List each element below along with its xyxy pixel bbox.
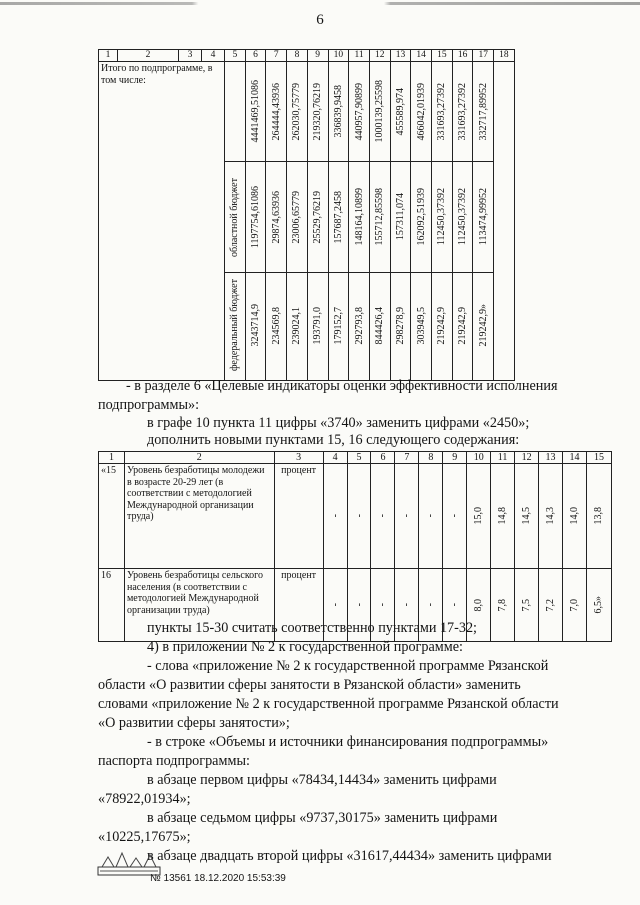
value-cell [432, 162, 452, 272]
value-cell [491, 569, 515, 642]
value-text: 264444,43936 [270, 82, 282, 141]
value-cell [349, 273, 369, 378]
dash-cell [323, 464, 347, 569]
header-cell: 14 [411, 50, 432, 62]
header-cell: 6 [245, 50, 266, 62]
header-cell: 14 [562, 452, 586, 464]
value-cell [246, 162, 266, 272]
value-cell [370, 62, 390, 162]
footer-stamp: № 13561 18.12.2020 15:53:39 [150, 873, 286, 884]
header-cell: 7 [395, 452, 419, 464]
value-column [411, 62, 432, 381]
value-cell [453, 62, 473, 162]
value-text: 332717,89952 [477, 82, 489, 141]
value-cell [586, 464, 611, 569]
value-text: 8,0 [473, 598, 485, 612]
value-cell [329, 273, 349, 378]
dash-text: - [377, 603, 389, 607]
value-cell [562, 569, 586, 642]
dash-cell [443, 464, 467, 569]
source-label: областной бюджет [229, 177, 241, 257]
header-cell [99, 50, 225, 62]
value-text: 7,0 [568, 598, 580, 612]
dash-cell [395, 464, 419, 569]
value-cell [432, 273, 452, 378]
value-text: 7,5 [521, 598, 533, 612]
table-row [99, 62, 602, 381]
header-cell: 10 [467, 452, 491, 464]
row-number: 16 [99, 569, 125, 642]
source-cell [225, 273, 245, 378]
value-text: 13,8 [593, 507, 605, 525]
page-number: 6 [316, 12, 324, 28]
row-label: Итого по подпрограмме, в том числе: [99, 62, 225, 381]
paragraph: дополнить новыми пунктами 15, 16 следующего содержания: [147, 432, 520, 448]
value-column [245, 62, 266, 381]
value-cell [562, 464, 586, 569]
header-cell: 5 [225, 50, 246, 62]
value-text: 25529,76219 [312, 190, 324, 244]
paragraph: в графе 10 пункта 11 цифры «3740» заменить цифрами «2450»; [147, 415, 530, 431]
paragraph: области «О развитии сферы занятости в Рязанской области» заменить [98, 677, 521, 693]
header-cell: 8 [419, 452, 443, 464]
value-text: 844426,4 [374, 306, 386, 345]
paragraph: - в строке «Объемы и источники финансирования подпрограммы» [147, 734, 549, 750]
dash-cell [419, 464, 443, 569]
value-cell [491, 464, 515, 569]
paragraph: словами «приложение № 2 к государственной программе Рязанской области [98, 696, 559, 712]
dash-text: - [449, 603, 461, 607]
header-cell: 8 [287, 50, 308, 62]
header-cell: 12 [515, 452, 539, 464]
row-number: «15 [99, 464, 125, 569]
value-text: 331693,27392 [436, 82, 448, 141]
dash-text: - [401, 514, 413, 518]
value-text: 219320,76219 [312, 82, 324, 141]
value-text: 112450,37392 [436, 188, 448, 246]
value-cell [515, 464, 539, 569]
header-cell: 15 [432, 50, 453, 62]
dash-text: - [425, 514, 437, 518]
header-cell: 17 [473, 50, 494, 62]
dash-text: - [377, 514, 389, 518]
value-text: 1000139,25598 [374, 80, 386, 143]
value-cell [453, 273, 473, 378]
value-cell [411, 62, 431, 162]
dash-text: - [329, 603, 341, 607]
value-text: 7,8 [497, 598, 509, 612]
value-cell [473, 62, 493, 162]
value-column [328, 62, 349, 381]
paragraph: «О развитии сферы занятости»; [98, 715, 290, 731]
value-cell [473, 273, 493, 378]
value-text: 157311,074 [394, 193, 406, 241]
header-cell-label: 1 [99, 50, 118, 61]
paragraph: - слова «приложение № 2 к государственной программе Рязанской [147, 658, 549, 674]
paragraph: в абзаце двадцать второй цифры «31617,44434» заменить цифрами [147, 848, 552, 864]
header-cell: 9 [307, 50, 328, 62]
header-cell: 15 [586, 452, 611, 464]
value-text: 440957,90899 [353, 82, 365, 141]
dash-text: - [353, 603, 365, 607]
value-cell [308, 162, 328, 272]
value-cell [246, 62, 266, 162]
dash-text: - [401, 603, 413, 607]
source-label: федеральный бюджет [229, 279, 241, 372]
dash-text: - [449, 514, 461, 518]
value-text: 14,0 [568, 507, 580, 525]
value-cell [391, 62, 411, 162]
value-cell [329, 62, 349, 162]
header-cell-label: 4 [210, 50, 216, 60]
header-cell: 13 [390, 50, 411, 62]
table-row [99, 464, 612, 569]
header-cell: 10 [328, 50, 349, 62]
value-cell [308, 62, 328, 162]
header-cell: 9 [443, 452, 467, 464]
value-column [287, 62, 308, 381]
header-cell: 7 [266, 50, 287, 62]
value-text: 262030,75779 [291, 82, 303, 141]
value-cell [246, 273, 266, 378]
indicator-name: Уровень безработицы молодежи в возрасте 20-29 лет (в соответствии с методологией Международной организации труда) [124, 464, 274, 569]
value-text: 29874,63936 [270, 190, 282, 244]
financing-table [98, 49, 602, 381]
value-cell [329, 162, 349, 272]
header-cell: 11 [349, 50, 370, 62]
value-column [266, 62, 287, 381]
value-text: 331693,27392 [457, 82, 469, 141]
header-cell: 2 [124, 452, 274, 464]
value-text: 466042,01939 [415, 82, 427, 141]
paragraph: паспорта подпрограммы: [98, 753, 250, 769]
header-cell: 1 [99, 452, 125, 464]
value-column [452, 62, 473, 381]
value-text: 4441469,51086 [250, 80, 262, 143]
scan-edge [0, 2, 640, 5]
value-cell [349, 162, 369, 272]
dash-text: - [353, 514, 365, 518]
value-text: 14,8 [497, 507, 509, 525]
value-cell [539, 464, 563, 569]
value-column [390, 62, 411, 381]
paragraph: - в разделе 6 «Целевые индикаторы оценки эффективности исполнения [126, 378, 558, 394]
dash-text: - [329, 514, 341, 518]
value-cell [266, 162, 286, 272]
header-cell: 11 [491, 452, 515, 464]
value-cell [467, 464, 491, 569]
paragraph: «78922,01934»; [98, 791, 191, 807]
value-text: 292793,8 [353, 306, 365, 345]
header-cell: 16 [452, 50, 473, 62]
value-text: 3243714,9 [250, 304, 262, 347]
indicators-table [98, 451, 612, 642]
value-text: 157687,2458 [332, 190, 344, 244]
dash-cell [347, 464, 371, 569]
value-text: 219242,9 [457, 306, 469, 345]
value-column [432, 62, 453, 381]
unit-cell: процент [274, 569, 323, 642]
value-cell [515, 569, 539, 642]
value-cell [370, 273, 390, 378]
value-cell [586, 569, 611, 642]
value-text: 219242,9 [436, 306, 448, 345]
value-cell [308, 273, 328, 378]
value-text: 179152,7 [332, 306, 344, 345]
paragraph: в абзаце первом цифры «78434,14434» заменить цифрами [147, 772, 497, 788]
paragraph: «10225,17675»; [98, 829, 191, 845]
value-cell [411, 162, 431, 272]
value-text: 113474,99952 [477, 188, 489, 246]
value-cell [287, 273, 307, 378]
table-header-row [99, 50, 602, 62]
value-cell [539, 569, 563, 642]
value-text: 336839,9458 [332, 85, 344, 138]
value-text: 234569,8 [270, 306, 282, 345]
value-text: 14,3 [545, 507, 556, 525]
value-text: 239024,1 [291, 306, 303, 345]
value-text: 193791,0 [312, 306, 324, 345]
header-cell-label: 2 [118, 50, 179, 61]
value-column [369, 62, 390, 381]
source-column [225, 62, 246, 381]
source-cell [225, 162, 245, 272]
value-text: 298278,9 [394, 306, 406, 345]
value-text: 303949,5 [415, 306, 427, 345]
value-text: 1197754,61086 [250, 185, 262, 249]
value-cell [391, 162, 411, 272]
header-cell: 18 [494, 50, 515, 62]
value-text: 148164,10899 [353, 188, 365, 246]
source-cell [225, 62, 245, 162]
value-column [473, 62, 494, 381]
paragraph: 4) в приложении № 2 к государственной программе: [147, 639, 463, 655]
value-text: 23006,65779 [291, 190, 303, 244]
value-column [349, 62, 370, 381]
value-cell [266, 273, 286, 378]
value-cell [453, 162, 473, 272]
paragraph: пункты 15-30 считать соответственно пунктами 17-32; [147, 620, 478, 636]
value-text: 112450,37392 [457, 188, 469, 246]
header-cell: 4 [323, 452, 347, 464]
value-text: 155712,85598 [374, 188, 386, 246]
table-header-row [99, 452, 612, 464]
header-cell: 12 [369, 50, 390, 62]
header-cell: 6 [371, 452, 395, 464]
value-cell [411, 273, 431, 378]
value-text: 455589,974 [394, 87, 406, 136]
header-cell: 5 [347, 452, 371, 464]
value-text: 7,2 [545, 598, 556, 612]
value-cell [287, 62, 307, 162]
indicator-name: Уровень безработицы сельского населения (в соответствии с методологией Международной организации труда) [124, 569, 274, 642]
header-cell-label: 3 [179, 50, 202, 61]
value-text: 219242,9» [477, 304, 489, 347]
value-cell [391, 273, 411, 378]
value-text: 14,5 [521, 507, 533, 525]
value-column [307, 62, 328, 381]
value-cell [370, 162, 390, 272]
header-cell: 13 [539, 452, 563, 464]
value-cell [349, 62, 369, 162]
unit-cell: процент [274, 464, 323, 569]
value-text: 162092,51939 [415, 188, 427, 246]
paragraph: в абзаце седьмом цифры «9737,30175» заменить цифрами [147, 810, 498, 826]
value-cell [473, 162, 493, 272]
dash-text: - [425, 603, 437, 607]
value-cell [432, 62, 452, 162]
value-cell [266, 62, 286, 162]
dash-cell [371, 464, 395, 569]
value-text: 15,0 [473, 507, 485, 525]
header-cell: 3 [274, 452, 323, 464]
value-text: 6,5» [593, 596, 605, 614]
paragraph: подпрограммы»: [98, 397, 200, 413]
empty-cell [494, 62, 515, 381]
value-cell [287, 162, 307, 272]
